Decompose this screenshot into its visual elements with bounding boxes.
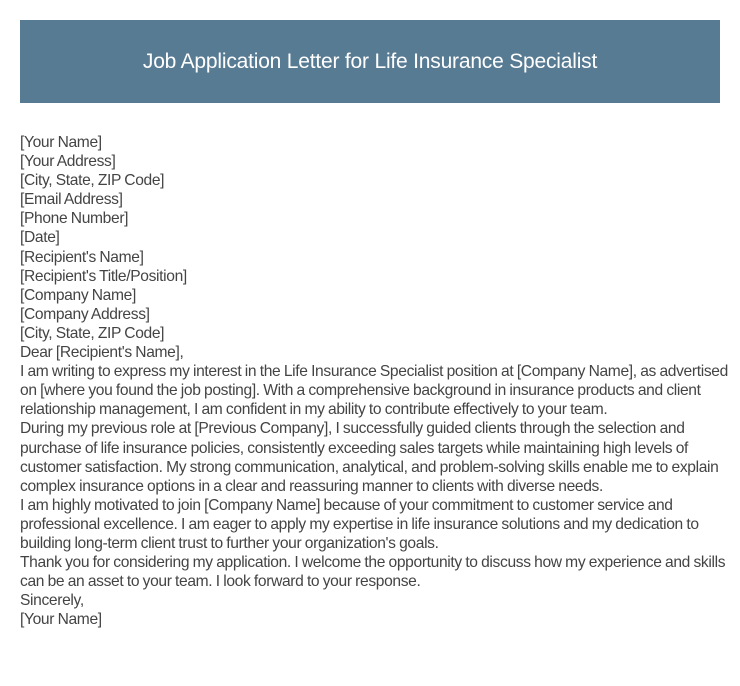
recipient-name: [Recipient's Name] [20,248,144,266]
recipient-company-address: [Company Address] [20,305,150,323]
paragraph-intro: I am writing to express my interest in the Life Insurance Specialist position at [Company Name], as advertised on [where you found the job posting]. With a comprehensive background in insurance products and client relationship management, I am confident in my ability to contribute effectively to your team. [20,363,728,419]
recipient-company: [Company Name] [20,286,136,304]
salutation: Dear [Recipient's Name], [20,344,184,362]
closing: Sincerely, [20,592,84,610]
paragraph-experience: During my previous role at [Previous Company], I successfully guided clients through the selection and purchase of life insurance policies, consistently exceeding sales targets while maintaining high levels of customer satisfaction. My strong communication, analytical, and problem-solving skills enable me to explain complex insurance options in a clear and reassuring manner to clients with diverse needs. [20,420,719,495]
signature: [Your Name] [20,611,102,629]
sender-phone: [Phone Number] [20,210,129,228]
recipient-title: [Recipient's Title/Position] [20,267,187,285]
sender-email: [Email Address] [20,191,123,209]
page-header [20,20,720,103]
sender-name: [Your Name] [20,134,102,151]
recipient-city-state-zip: [City, State, ZIP Code] [20,324,165,342]
letter-date: [Date] [20,229,60,247]
paragraph-motivation: I am highly motivated to join [Company Name] because of your commitment to customer service and professional excellence. I am eager to apply my expertise in life insurance solutions and my dedication to building long-term client trust to further your organization's goals. [20,496,699,552]
paragraph-closing: Thank you for considering my application. I welcome the opportunity to discuss how my experience and skills can be an asset to your team. I look forward to your response. [20,554,726,591]
sender-city-state-zip: [City, State, ZIP Code] [20,172,165,190]
page-title: Job Application Letter for Life Insurance Specialist [142,49,598,73]
sender-address: [Your Address] [20,153,116,171]
letter-body [20,133,732,629]
